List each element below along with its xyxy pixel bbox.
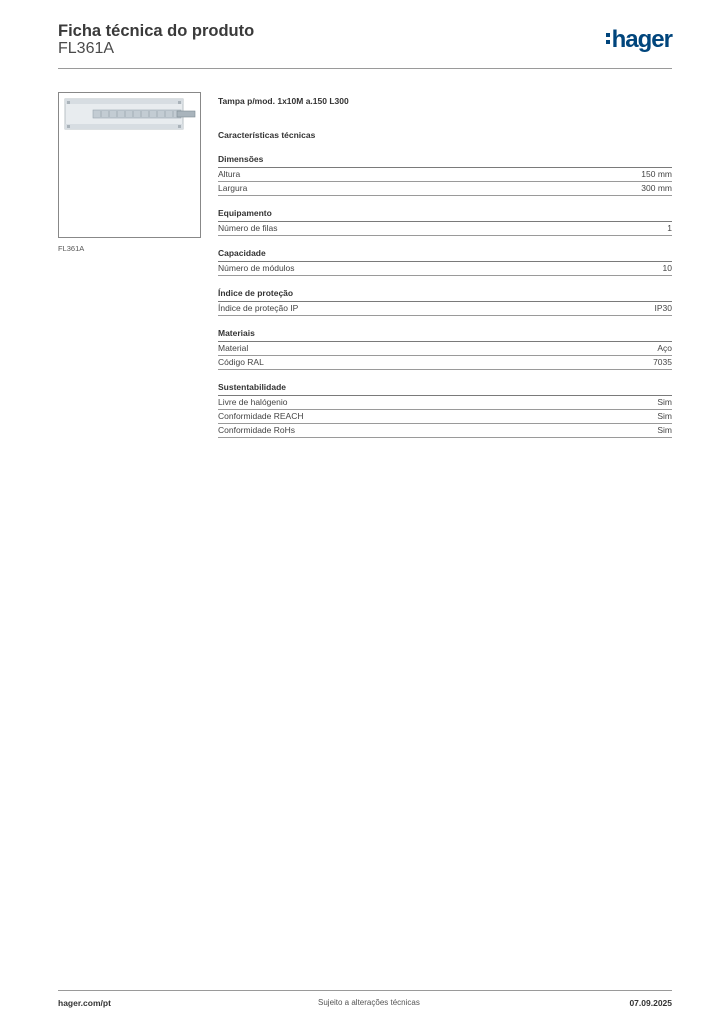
spec-value: Aço [657,343,672,353]
group-title: Capacidade [218,248,672,262]
group-materials [218,328,672,370]
spec-label: Largura [218,183,248,193]
spec-value: Sim [657,397,672,407]
image-caption: FL361A [58,244,85,253]
page-header [58,20,672,68]
spec-row [218,262,672,276]
spec-value: Sim [657,425,672,435]
spec-value: 150 mm [641,169,672,179]
group-title: Dimensões [218,154,672,168]
group-title: Sustentabilidade [218,382,672,396]
spec-label: Livre de halógenio [218,397,288,407]
group-dimensions [218,154,672,196]
spec-row [218,424,672,438]
hager-logo [606,26,672,54]
spec-label: Material [218,343,249,353]
spec-row [218,302,672,316]
group-title: Equipamento [218,208,672,222]
spec-value: 10 [662,263,672,273]
spec-row [218,342,672,356]
spec-value: Sim [657,411,672,421]
page-title: Ficha técnica do produto [58,22,255,40]
spec-sheet [218,96,672,438]
logo-text: hager [611,26,672,53]
product-name: Tampa p/mod. 1x10M a.150 L300 [218,96,349,106]
spec-label: Conformidade REACH [218,411,304,421]
spec-row [218,396,672,410]
footer-divider [58,990,672,991]
website-link[interactable]: hager.com/pt [58,998,111,1008]
logo-dots-icon [606,30,610,47]
spec-label: Número de módulos [218,263,295,273]
group-equipment [218,208,672,236]
spec-value: IP30 [654,303,672,313]
footer-date: 07.09.2025 [629,998,672,1008]
spec-label: Conformidade RoHs [218,425,296,435]
group-title: Índice de proteção [218,288,672,302]
spec-label: Código RAL [218,357,264,367]
group-sustainability [218,382,672,438]
product-image [59,93,200,237]
spec-label: Número de filas [218,223,278,233]
group-protection-index [218,288,672,316]
spec-row [218,182,672,196]
spec-label: Índice de proteção IP [218,303,299,313]
spec-label: Altura [218,169,241,179]
spec-row [218,168,672,182]
product-image-frame [58,92,201,238]
group-title: Materiais [218,328,672,342]
product-code: FL361A [58,40,115,57]
spec-row [218,222,672,236]
header-divider [58,68,672,69]
group-capacity [218,248,672,276]
footer-notice: Sujeito a alterações técnicas [318,998,420,1007]
spec-value: 1 [667,223,672,233]
section-title: Características técnicas [218,130,316,140]
spec-value: 300 mm [641,183,672,193]
spec-value: 7035 [653,357,672,367]
spec-row [218,410,672,424]
spec-row [218,356,672,370]
